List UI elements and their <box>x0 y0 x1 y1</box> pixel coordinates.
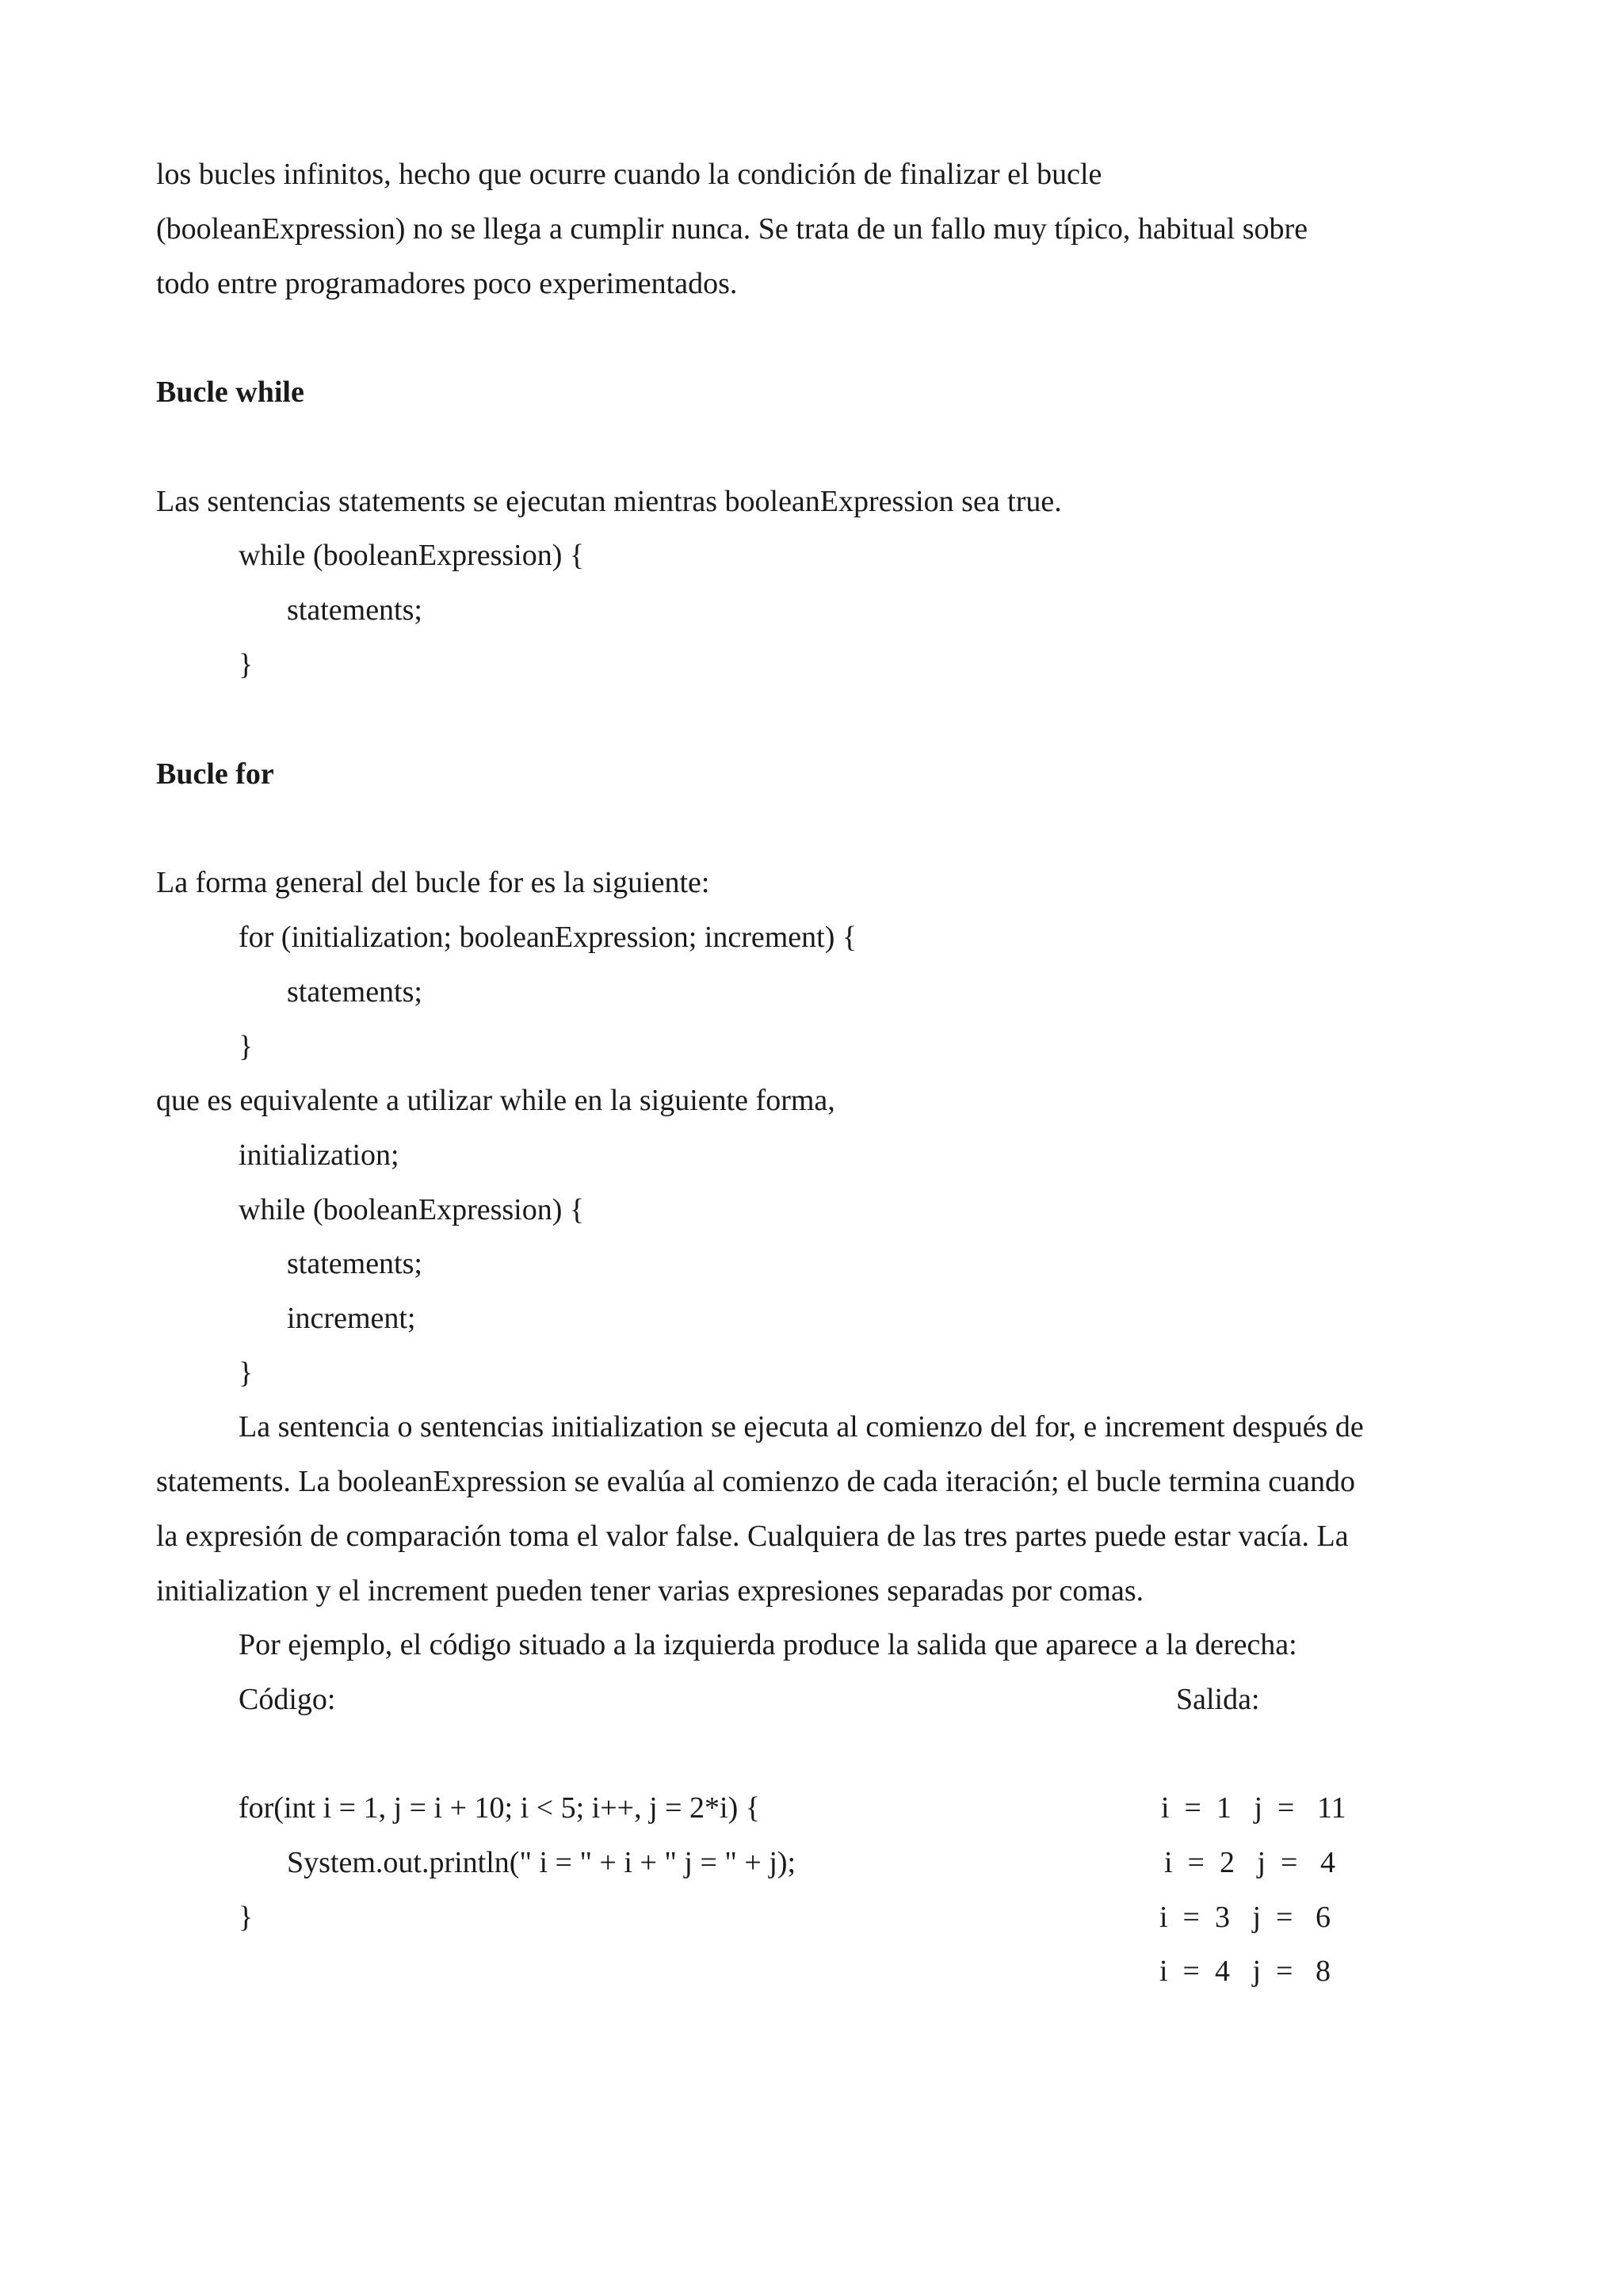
for-description: La forma general del bucle for es la siguiente: <box>156 866 710 899</box>
intro-line-3: todo entre programadores poco experimentados. <box>156 267 738 300</box>
for-code-line-1: for (initialization; booleanExpression; increment) { <box>239 921 857 954</box>
while-code-line-3: } <box>239 648 254 681</box>
explanation-line-1: La sentencia o sentencias initialization se ejecuta al comienzo del for, e increment después de <box>239 1410 1364 1444</box>
while-code-line-2: statements; <box>287 593 422 627</box>
example-code-line-2: System.out.println(" i = " + i + " j = " + j); <box>287 1846 796 1879</box>
equiv-code-line-3: statements; <box>287 1247 422 1280</box>
equivalence-text: que es equivalente a utilizar while en la siguiente forma, <box>156 1084 835 1117</box>
equiv-code-line-5: } <box>239 1356 254 1390</box>
while-heading: Bucle while <box>156 376 304 409</box>
explanation-line-2: statements. La booleanExpression se evalúa al comienzo de cada iteración; el bucle termina cuando <box>156 1465 1356 1498</box>
output-label: Salida: <box>1176 1683 1260 1716</box>
intro-line-1: los bucles infinitos, hecho que ocurre cuando la condición de finalizar el bucle <box>156 158 1102 191</box>
for-heading: Bucle for <box>156 757 274 791</box>
equiv-code-line-4: increment; <box>287 1302 416 1335</box>
equiv-code-line-1: initialization; <box>239 1138 399 1172</box>
example-intro: Por ejemplo, el código situado a la izquierda produce la salida que aparece a la derecha: <box>239 1628 1297 1661</box>
while-description: Las sentencias statements se ejecutan mientras booleanExpression sea true. <box>156 485 1062 518</box>
example-code-line-3: } <box>239 1901 254 1934</box>
output-line-1: i = 1 j = 11 <box>1161 1791 1346 1825</box>
example-code-line-1: for(int i = 1, j = i + 10; i < 5; i++, j = 2*i) { <box>239 1791 761 1825</box>
output-line-2: i = 2 j = 4 <box>1164 1846 1335 1879</box>
output-line-3: i = 3 j = 6 <box>1159 1901 1331 1934</box>
explanation-line-4: initialization y el increment pueden tener varias expresiones separadas por comas. <box>156 1574 1144 1608</box>
output-line-4: i = 4 j = 8 <box>1159 1955 1331 1988</box>
code-label: Código: <box>239 1683 336 1716</box>
while-code-line-1: while (booleanExpression) { <box>239 539 585 572</box>
intro-line-2: (booleanExpression) no se llega a cumplir nunca. Se trata de un fallo muy típico, habitual sobre <box>156 212 1308 246</box>
equiv-code-line-2: while (booleanExpression) { <box>239 1193 585 1226</box>
for-code-line-3: } <box>239 1030 254 1063</box>
explanation-line-3: la expresión de comparación toma el valor false. Cualquiera de las tres partes puede estar vacía. La <box>156 1520 1349 1553</box>
for-code-line-2: statements; <box>287 975 422 1009</box>
